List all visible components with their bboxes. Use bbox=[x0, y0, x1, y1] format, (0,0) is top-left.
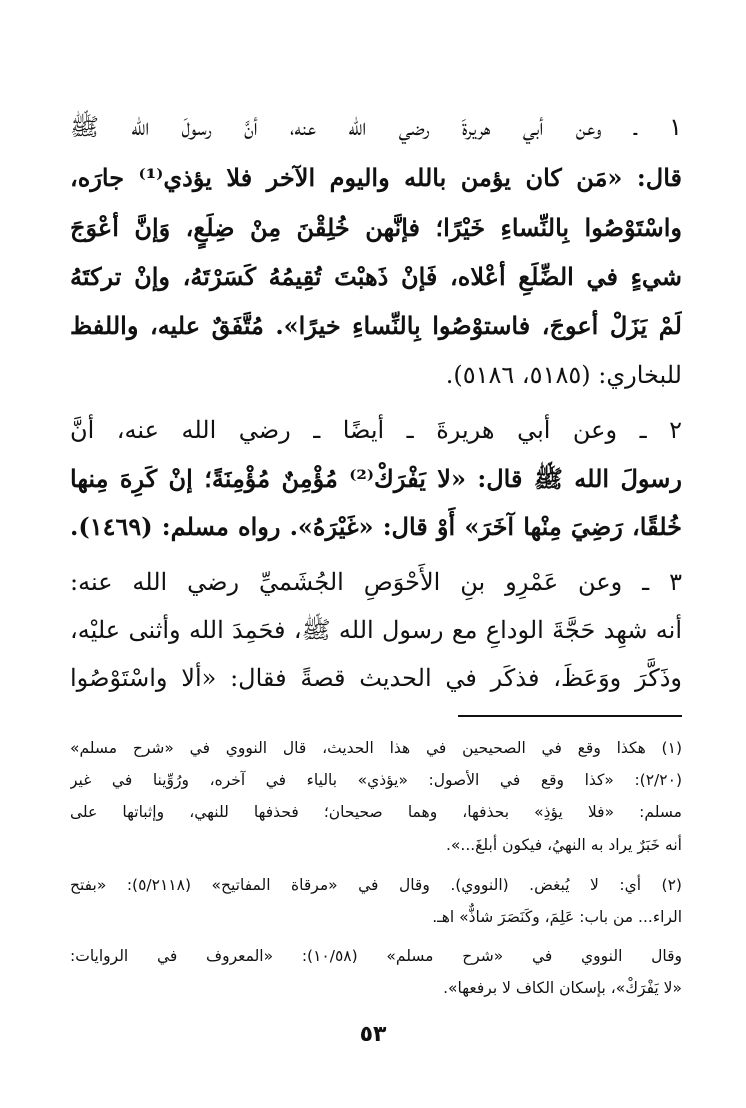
footnote-1-line-3: مسلم: «فلا يؤذِ» بحذفها، وهما صحيحان؛ فحذفها للنهي، وإثباتها على bbox=[70, 803, 682, 821]
hadith-1-line-4: شيءٍ في الضِّلَعِ أعْلاه، فَإنْ ذَهبْتَ تُقِيمُهُ كَسَرْتَهُ، وإنْ تركتَهُ bbox=[70, 262, 682, 291]
hadith-1-line-5: لَمْ يَزَلْ أعوجَ، فاستوْصُوا بِالنِّساءِ خيرًا». مُتَّفَقٌ عليه، واللفظ bbox=[70, 311, 682, 340]
hadith-3-line-2: أنه شهِد حَجَّةَ الوداعِ مع رسول الله ﷺ، فحَمِدَ الله وأثنى عليْه، bbox=[70, 616, 682, 644]
hadith-3-line-3: وذَكَّرَ ووَعَظَ، فذكَر في الحديث قصةً فقال: «ألا واسْتَوْصُوا bbox=[70, 664, 682, 692]
hadith-1-line-1: ١ ـ وعن أبي هريرةَ رضي الله عنه، أنَّ رسولَ الله ﷺ bbox=[70, 113, 682, 141]
page-number: ٥٣ bbox=[359, 1022, 387, 1047]
footnote-2-line-2: الراء... من باب: عَلِمَ، وكَنَصَرَ شاذٌّ» اهـ. bbox=[432, 908, 682, 926]
hadith-1-line-2: قال: «مَن كان يؤمن بالله واليوم الآخر فلا يؤذي⁽¹⁾ جارَه، bbox=[70, 163, 682, 192]
footnote-separator bbox=[458, 715, 682, 717]
hadith-2-line-2: رسولَ الله ﷺ قال: «لا يَفْرَكْ⁽²⁾ مُؤْمِنٌ مُؤْمِنَةً؛ إنْ كَرِهَ مِنها bbox=[70, 464, 682, 493]
footnote-2-line-1: (٢) أي: لا يُبغض. (النووي). وقال في «مرقاة المفاتيح» (٥/٢١١٨): «بفتح bbox=[70, 876, 682, 894]
hadith-2-line-3: خُلقًا، رَضِيَ مِنْها آخَرَ» أَوْ قال: «غَيْرَهُ». رواه مسلم: (١٤٦٩). bbox=[70, 512, 682, 541]
hadith-1-line-3: واسْتَوْصُوا بِالنِّساءِ خَيْرًا؛ فإنَّهن خُلِقْنَ مِنْ ضِلَعٍ، وَإنَّ أعْوَجَ bbox=[70, 213, 682, 242]
footnote-1-line-1: (١) هكذا وقع في الصحيحين في هذا الحديث، قال النووي في «شرح مسلم» bbox=[70, 739, 682, 757]
hadith-1-line-6: للبخاري: (٥١٨٥، ٥١٨٦). bbox=[445, 361, 682, 389]
hadith-2-line-1: ٢ ـ وعن أبي هريرةَ ـ أيضًا ـ رضي الله عنه، أنَّ bbox=[70, 416, 682, 444]
footnote-2-line-3: وقال النووي في «شرح مسلم» (١٠/٥٨): «المعروف في الروايات: bbox=[70, 947, 682, 965]
footnote-2-line-4: «لا يَفْرَكْ»، بإسكان الكاف لا برفعها». bbox=[443, 979, 682, 997]
footnote-1-line-2: (٢/٢٠): «كذا وقع في الأصول: «يؤذي» بالياء في آخره، ورُوِّينا في غير bbox=[70, 771, 682, 789]
footnote-1-line-4: أنه خَبَرٌ يراد به النهيُ، فيكون أبلغَ...». bbox=[445, 836, 682, 854]
hadith-3-line-1: ٣ ـ وعن عَمْرِو بنِ الأَحْوَصِ الجُشَميِّ رضي الله عنه: bbox=[70, 568, 682, 596]
